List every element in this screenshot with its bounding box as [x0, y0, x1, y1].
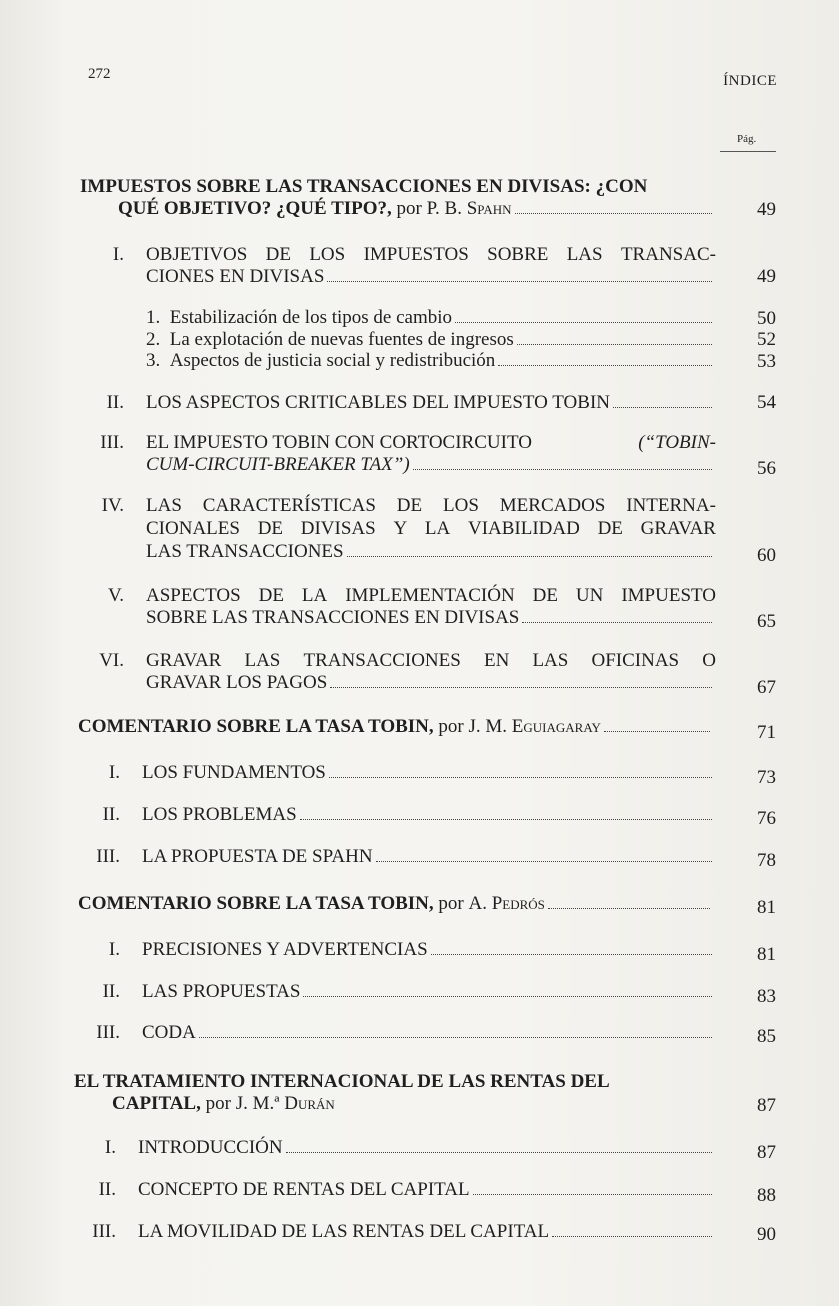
toc-title-line: CONCEPTO DE RENTAS DEL CAPITAL	[138, 1179, 470, 1200]
toc-page-number: 50	[757, 308, 776, 329]
roman-numeral: II.	[102, 804, 120, 825]
sub-number: 1.	[146, 307, 161, 328]
roman-numeral: II.	[102, 981, 120, 1002]
word: CIONALES	[146, 518, 240, 539]
word: O	[702, 650, 716, 671]
word: GRAVAR	[146, 650, 222, 671]
dot-leader	[286, 1151, 712, 1153]
toc-article-eguiagaray[interactable]	[78, 716, 714, 738]
toc-section-coda[interactable]	[142, 1022, 716, 1044]
dot-leader	[347, 555, 712, 557]
word: IMPUESTO	[621, 585, 716, 606]
word: DIVISAS	[300, 518, 376, 539]
dot-leader	[413, 468, 712, 470]
word: EN	[483, 650, 510, 671]
toc-section-gravar[interactable]	[146, 650, 716, 694]
word: LAS	[566, 244, 603, 265]
toc-page-number: 78	[757, 850, 776, 871]
dot-leader	[330, 686, 712, 688]
dot-leader	[517, 343, 712, 345]
toc-page-number: 81	[757, 897, 776, 918]
roman-numeral: IV.	[101, 495, 124, 516]
toc-title-line: GRAVAR LOS PAGOS	[146, 672, 328, 693]
word: DE	[532, 585, 558, 606]
toc-page-number: 56	[757, 458, 776, 479]
word: LOS	[443, 495, 479, 516]
toc-page-number: 81	[757, 944, 776, 965]
roman-numeral: VI.	[99, 650, 124, 671]
toc-page-number: 88	[757, 1185, 776, 1206]
toc-title-line: EL IMPUESTO TOBIN CON CORTOCIRCUITO	[146, 432, 532, 453]
toc-title-line: CIONES EN DIVISAS	[146, 266, 325, 287]
word: DE	[265, 244, 291, 265]
author-name: J. M. Eguiagaray	[468, 716, 601, 737]
dot-leader	[300, 818, 712, 820]
toc-section-caracteristicas[interactable]	[146, 495, 716, 563]
toc-page-number: 49	[757, 199, 776, 220]
word: DE	[396, 495, 423, 516]
toc-title-line: IMPUESTOS SOBRE LAS TRANSACCIONES EN DIVISAS: ¿CON	[80, 176, 648, 197]
roman-numeral: I.	[112, 244, 124, 265]
word: OFICINAS	[591, 650, 680, 671]
toc-title-line: EL TRATAMIENTO INTERNACIONAL DE LAS RENTAS DEL	[74, 1071, 610, 1092]
toc-title-line: LOS PROBLEMAS	[142, 804, 297, 825]
author-name: J. M.ª Durán	[235, 1093, 335, 1114]
toc-article-spahn[interactable]	[80, 176, 716, 220]
toc-title-line: Estabilización de los tipos de cambio	[169, 307, 453, 328]
roman-numeral: I.	[108, 762, 120, 783]
toc-section-implementacion[interactable]	[146, 585, 716, 629]
toc-title-line: INTRODUCCIÓN	[138, 1137, 283, 1158]
word: SOBRE	[487, 244, 549, 265]
roman-numeral: III.	[96, 846, 120, 867]
word: TRANSACCIONES	[303, 650, 461, 671]
toc-title-line	[146, 650, 716, 672]
author-prefix: por	[438, 716, 464, 737]
dot-leader	[498, 364, 712, 366]
toc-page-number: 67	[757, 677, 776, 698]
toc-title-line-italic: (“TOBIN-	[638, 432, 716, 453]
toc-title-line: CODA	[142, 1022, 196, 1043]
toc-title-line: PRECISIONES Y ADVERTENCIAS	[142, 939, 428, 960]
roman-numeral: II.	[106, 392, 124, 413]
toc-title-line: LOS ASPECTOS CRITICABLES DEL IMPUESTO TOBIN	[146, 392, 610, 413]
toc-subsection[interactable]	[146, 350, 716, 372]
toc-subsection[interactable]	[146, 329, 716, 351]
sub-number: 2.	[146, 329, 161, 350]
word: UN	[575, 585, 604, 606]
roman-numeral: III.	[92, 1221, 116, 1242]
toc-section-cortocircuito[interactable]	[146, 432, 716, 476]
roman-numeral: III.	[100, 432, 124, 453]
roman-numeral: III.	[96, 1022, 120, 1043]
toc-title-line: LA MOVILIDAD DE LAS RENTAS DEL CAPITAL	[138, 1221, 550, 1242]
toc-section-propuestas[interactable]	[142, 981, 716, 1003]
toc-section-problemas[interactable]	[142, 804, 716, 826]
word: Y	[393, 518, 408, 539]
toc-page-number: 87	[757, 1142, 776, 1163]
sub-number: 3.	[146, 350, 161, 371]
toc-title-line: La explotación de nuevas fuentes de ingresos	[169, 329, 514, 350]
dot-leader	[515, 212, 713, 214]
roman-numeral: I.	[108, 939, 120, 960]
author-prefix: por	[205, 1093, 231, 1114]
word: DE	[258, 585, 284, 606]
word: LA	[301, 585, 328, 606]
toc-page-number: 65	[757, 611, 776, 632]
word: LA	[424, 518, 451, 539]
toc-page-number: 76	[757, 808, 776, 829]
dot-leader	[376, 860, 712, 862]
pag-underline	[720, 151, 776, 152]
word: OBJETIVOS	[146, 244, 248, 265]
toc-title-line: LOS FUNDAMENTOS	[142, 762, 326, 783]
toc-article-duran[interactable]	[74, 1071, 714, 1115]
toc-section-movilidad[interactable]	[138, 1221, 716, 1243]
word: VIABILIDAD	[467, 518, 580, 539]
dot-leader	[303, 995, 712, 997]
dot-leader	[613, 406, 712, 408]
toc-title-line: COMENTARIO SOBRE LA TASA TOBIN,	[78, 893, 434, 914]
toc-section-aspectos-criticables[interactable]	[146, 392, 716, 414]
toc-title-line	[146, 495, 716, 517]
roman-numeral: II.	[98, 1179, 116, 1200]
toc-title-line: CUM-CIRCUIT-BREAKER TAX”)	[146, 454, 410, 475]
toc-section-propuesta-spahn[interactable]	[142, 846, 716, 868]
dot-leader	[552, 1235, 712, 1237]
toc-page-number: 90	[757, 1224, 776, 1245]
toc-article-pedros[interactable]	[78, 893, 714, 915]
word: LAS	[146, 495, 182, 516]
word: IMPUESTOS	[363, 244, 469, 265]
word: INTERNA-	[626, 495, 716, 516]
toc-page-number: 60	[757, 545, 776, 566]
word: LAS	[532, 650, 569, 671]
word: DE	[597, 518, 623, 539]
dot-leader	[604, 730, 710, 732]
toc-section-introduccion[interactable]	[138, 1137, 716, 1159]
roman-numeral: V.	[107, 585, 124, 606]
toc-title-line: COMENTARIO SOBRE LA TASA TOBIN,	[78, 716, 434, 737]
toc-section-objetivos[interactable]	[146, 244, 716, 288]
word: MERCADOS	[499, 495, 606, 516]
toc-title-line: Aspectos de justicia social y redistribución	[169, 350, 496, 371]
dot-leader	[548, 907, 710, 909]
toc-title-line: LAS TRANSACCIONES	[146, 541, 344, 562]
toc-page-number: 71	[757, 722, 776, 743]
toc-title-line: QUÉ OBJETIVO? ¿QUÉ TIPO?,	[118, 198, 392, 219]
toc-page-number: 53	[757, 351, 776, 372]
toc-page-number: 87	[757, 1095, 776, 1116]
author-name: A. Pedrós	[468, 893, 545, 914]
toc-title-line	[146, 244, 716, 266]
word: TRANSAC-	[620, 244, 716, 265]
toc-page-number: 52	[757, 329, 776, 350]
toc-page-number: 54	[757, 392, 776, 413]
word: CARACTERÍSTICAS	[202, 495, 376, 516]
word: LAS	[244, 650, 281, 671]
word: LOS	[309, 244, 346, 265]
toc-section-concepto[interactable]	[138, 1179, 716, 1201]
toc-subsection[interactable]	[146, 307, 716, 329]
toc-page-number: 83	[757, 986, 776, 1007]
author-prefix: por	[438, 893, 464, 914]
toc-page-number: 73	[757, 767, 776, 788]
dot-leader	[199, 1036, 712, 1038]
word: GRAVAR	[640, 518, 716, 539]
roman-numeral: I.	[104, 1137, 116, 1158]
toc-section-fundamentos[interactable]	[142, 762, 716, 784]
toc-page-number: 85	[757, 1026, 776, 1047]
word: ASPECTOS	[146, 585, 241, 606]
toc-section-precisiones[interactable]	[142, 939, 716, 961]
author-prefix: por	[396, 198, 422, 219]
author-name: P. B. Spahn	[426, 198, 512, 219]
word: DE	[257, 518, 284, 539]
running-title: ÍNDICE	[723, 73, 777, 89]
dot-leader	[455, 321, 712, 323]
dot-leader	[431, 953, 712, 955]
toc-title-line	[146, 585, 716, 607]
toc-title-line	[146, 518, 716, 540]
toc-title-line: CAPITAL,	[112, 1093, 201, 1114]
page-number: 272	[88, 66, 111, 82]
dot-leader	[327, 280, 712, 282]
toc-title-line: LA PROPUESTA DE SPAHN	[142, 846, 373, 867]
toc-title-line: LAS PROPUESTAS	[142, 981, 301, 1002]
toc-page-number: 49	[757, 266, 776, 287]
toc-title-line: SOBRE LAS TRANSACCIONES EN DIVISAS	[146, 607, 520, 628]
word: IMPLEMENTACIÓN	[345, 585, 515, 606]
dot-leader	[329, 776, 712, 778]
dot-leader	[473, 1193, 712, 1195]
dot-leader	[522, 621, 712, 623]
pag-column-label: Pág.	[737, 133, 757, 145]
